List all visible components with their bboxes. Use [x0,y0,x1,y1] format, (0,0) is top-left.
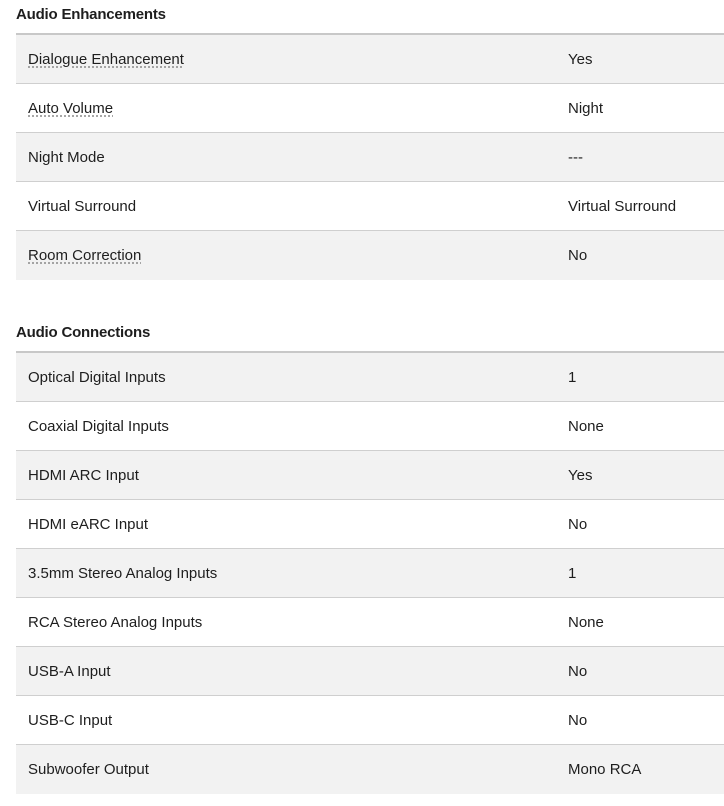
table-row [16,696,724,745]
table-row [16,402,724,451]
spec-value: No [568,711,588,729]
spec-label-tooltip[interactable]: Room Correction [28,247,142,264]
table-row [16,549,724,598]
spec-label: Subwoofer Output [28,761,149,778]
spec-value: No [568,662,588,680]
spec-table [16,35,724,280]
spec-value: Night [568,99,604,117]
spec-value: Mono RCA [568,761,642,778]
spec-label: USB-C Input [28,711,113,729]
spec-value: Virtual Surround [568,197,677,215]
table-row [16,598,724,647]
spec-value: 1 [568,564,577,582]
table-row [16,745,724,794]
spec-label: Optical Digital Inputs [28,368,166,386]
table-row [16,500,724,549]
section-title: Audio Enhancements [16,1,724,35]
spec-value: None [568,613,604,631]
spec-label-tooltip[interactable]: Auto Volume [28,99,114,117]
table-row [16,84,724,133]
spec-value: 1 [568,368,577,386]
spec-label-tooltip[interactable]: Dialogue Enhancement [28,50,184,68]
section-title: Audio Connections [16,319,724,353]
spec-value: No [568,515,588,533]
spec-value: No [568,247,588,264]
audio-enhancements-section [16,1,724,280]
spec-label: USB-A Input [28,662,111,680]
spec-label: Virtual Surround [28,197,137,215]
spec-value: None [568,417,604,435]
spec-label: HDMI ARC Input [28,466,139,484]
spec-label: RCA Stereo Analog Inputs [28,613,203,631]
spec-label: HDMI eARC Input [28,515,149,533]
table-row [16,35,724,84]
spec-label: 3.5mm Stereo Analog Inputs [28,564,218,582]
table-row [16,451,724,500]
table-row [16,182,724,231]
spec-value: Yes [568,50,593,68]
spec-label: Night Mode [28,148,105,166]
spec-value: --- [568,148,583,166]
table-row [16,353,724,402]
table-row [16,231,724,280]
spec-table [16,353,724,794]
spec-label: Coaxial Digital Inputs [28,417,169,435]
spec-value: Yes [568,466,593,484]
table-row [16,647,724,696]
table-row [16,133,724,182]
audio-connections-section [16,319,724,794]
